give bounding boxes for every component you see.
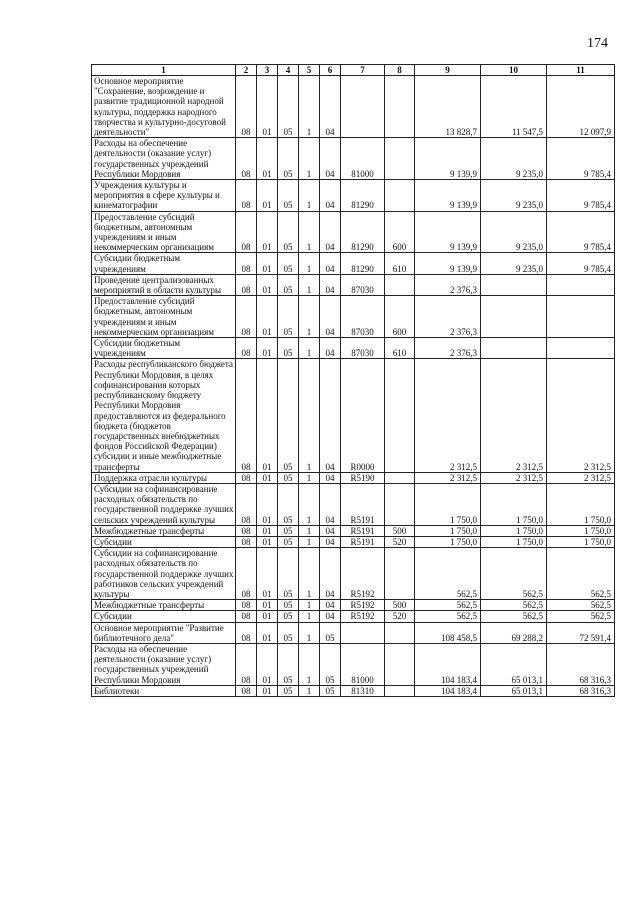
code-section: 08 — [236, 548, 257, 600]
amount-col-9: 1 750,0 — [415, 525, 481, 536]
amount-col-11: 2 312,5 — [547, 359, 615, 472]
code-program: 05 — [278, 180, 299, 212]
code-measure: 04 — [320, 600, 341, 611]
column-header: 7 — [341, 65, 385, 76]
code-direction: 81310 — [341, 685, 385, 696]
code-subprogram: 1 — [299, 483, 320, 525]
amount-col-9: 1 750,0 — [415, 483, 481, 525]
code-program: 05 — [278, 211, 299, 253]
amount-col-9: 104 183,4 — [415, 643, 481, 685]
code-direction: 81000 — [341, 643, 385, 685]
amount-col-10: 9 235,0 — [481, 180, 547, 212]
row-name: Межбюджетные трансферты — [92, 600, 236, 611]
table-row — [92, 483, 615, 525]
amount-col-9: 2 376,3 — [415, 338, 481, 359]
column-header: 5 — [299, 65, 320, 76]
table-row — [92, 611, 615, 622]
code-expense-type — [385, 483, 415, 525]
code-subprogram: 1 — [299, 472, 320, 483]
amount-col-10 — [481, 338, 547, 359]
amount-col-11: 562,5 — [547, 611, 615, 622]
code-program: 05 — [278, 253, 299, 274]
code-expense-type — [385, 472, 415, 483]
code-direction: R5191 — [341, 536, 385, 547]
code-measure: 04 — [320, 138, 341, 180]
code-subprogram: 1 — [299, 525, 320, 536]
code-subsection: 01 — [257, 138, 278, 180]
code-subsection: 01 — [257, 622, 278, 643]
code-direction — [341, 76, 385, 138]
amount-col-10 — [481, 296, 547, 338]
code-program: 05 — [278, 296, 299, 338]
code-section: 08 — [236, 274, 257, 295]
code-measure: 04 — [320, 211, 341, 253]
amount-col-9: 562,5 — [415, 611, 481, 622]
code-measure: 04 — [320, 253, 341, 274]
table-row — [92, 600, 615, 611]
code-measure: 04 — [320, 296, 341, 338]
code-expense-type — [385, 359, 415, 472]
code-direction: R5190 — [341, 472, 385, 483]
code-subprogram: 1 — [299, 643, 320, 685]
row-name: Субсидии — [92, 536, 236, 547]
column-header: 10 — [481, 65, 547, 76]
code-subsection: 01 — [257, 685, 278, 696]
amount-col-10: 9 235,0 — [481, 253, 547, 274]
code-subsection: 01 — [257, 548, 278, 600]
row-name: Предоставление субсидий бюджетным, автономным учреждениям и иным некоммерческим организациям — [92, 296, 236, 338]
column-header: 1 — [92, 65, 236, 76]
amount-col-11: 68 316,3 — [547, 685, 615, 696]
code-expense-type: 600 — [385, 211, 415, 253]
amount-col-10: 1 750,0 — [481, 525, 547, 536]
row-name: Субсидии на софинансирование расходных обязательств по государственной поддержке лучших работников сельских учреждений культуры — [92, 548, 236, 600]
code-direction: R5191 — [341, 525, 385, 536]
code-subprogram: 1 — [299, 548, 320, 600]
table-row — [92, 138, 615, 180]
code-direction: 87030 — [341, 274, 385, 295]
row-name: Расходы на обеспечение деятельности (оказание услуг) государственных учреждений Республики Мордовия — [92, 643, 236, 685]
code-subsection: 01 — [257, 253, 278, 274]
code-direction: R5192 — [341, 611, 385, 622]
column-header: 8 — [385, 65, 415, 76]
row-name: Субсидии бюджетным учреждениям — [92, 338, 236, 359]
code-measure: 04 — [320, 483, 341, 525]
row-name: Субсидии на софинансирование расходных обязательств по государственной поддержке лучших сельских учреждений культуры — [92, 483, 236, 525]
code-expense-type — [385, 76, 415, 138]
amount-col-9: 562,5 — [415, 600, 481, 611]
code-direction: R5192 — [341, 548, 385, 600]
table-row — [92, 180, 615, 212]
code-expense-type: 610 — [385, 253, 415, 274]
code-program: 05 — [278, 600, 299, 611]
table-row — [92, 525, 615, 536]
code-subprogram: 1 — [299, 536, 320, 547]
code-direction: 81000 — [341, 138, 385, 180]
code-subsection: 01 — [257, 274, 278, 295]
code-section: 08 — [236, 483, 257, 525]
amount-col-11: 12 097,9 — [547, 76, 615, 138]
code-section: 08 — [236, 536, 257, 547]
code-subprogram: 1 — [299, 76, 320, 138]
amount-col-9: 9 139,9 — [415, 253, 481, 274]
code-expense-type — [385, 685, 415, 696]
amount-col-9: 2 376,3 — [415, 274, 481, 295]
code-measure: 05 — [320, 622, 341, 643]
amount-col-11: 2 312,5 — [547, 472, 615, 483]
amount-col-10: 562,5 — [481, 611, 547, 622]
code-program: 05 — [278, 536, 299, 547]
code-program: 05 — [278, 643, 299, 685]
amount-col-11: 9 785,4 — [547, 211, 615, 253]
code-measure: 05 — [320, 643, 341, 685]
code-subprogram: 1 — [299, 685, 320, 696]
code-program: 05 — [278, 274, 299, 295]
code-subprogram: 1 — [299, 253, 320, 274]
amount-col-9: 9 139,9 — [415, 211, 481, 253]
code-measure: 04 — [320, 359, 341, 472]
amount-col-10 — [481, 274, 547, 295]
code-program: 05 — [278, 611, 299, 622]
budget-table — [91, 64, 615, 697]
code-measure: 04 — [320, 536, 341, 547]
amount-col-11 — [547, 296, 615, 338]
amount-col-11: 68 316,3 — [547, 643, 615, 685]
amount-col-11 — [547, 274, 615, 295]
table-row — [92, 211, 615, 253]
table-row — [92, 536, 615, 547]
row-name: Расходы республиканского бюджета Республики Мордовия, в целях софинансирования которых республиканскому бюджету Республики Мордовия предоставляются из федерального бюджета (бюджетов государственных внебюджетных фондов Российской Федерации) субсидии и иные межбюджетные трансферты — [92, 359, 236, 472]
amount-col-10: 2 312,5 — [481, 472, 547, 483]
code-section: 08 — [236, 525, 257, 536]
code-program: 05 — [278, 76, 299, 138]
table-row — [92, 548, 615, 600]
row-name: Расходы на обеспечение деятельности (оказание услуг) государственных учреждений Республики Мордовия — [92, 138, 236, 180]
amount-col-10: 562,5 — [481, 548, 547, 600]
code-subsection: 01 — [257, 472, 278, 483]
code-program: 05 — [278, 685, 299, 696]
code-direction — [341, 622, 385, 643]
code-section: 08 — [236, 296, 257, 338]
code-expense-type: 500 — [385, 600, 415, 611]
code-expense-type: 520 — [385, 536, 415, 547]
code-section: 08 — [236, 685, 257, 696]
code-subsection: 01 — [257, 611, 278, 622]
amount-col-10: 69 288,2 — [481, 622, 547, 643]
code-subsection: 01 — [257, 338, 278, 359]
row-name: Субсидии — [92, 611, 236, 622]
code-direction: 81290 — [341, 211, 385, 253]
code-expense-type — [385, 138, 415, 180]
code-direction: R0000 — [341, 359, 385, 472]
code-expense-type: 500 — [385, 525, 415, 536]
row-name: Поддержка отрасли культуры — [92, 472, 236, 483]
code-expense-type — [385, 643, 415, 685]
amount-col-9: 104 183,4 — [415, 685, 481, 696]
code-program: 05 — [278, 359, 299, 472]
code-subsection: 01 — [257, 76, 278, 138]
code-program: 05 — [278, 338, 299, 359]
amount-col-9: 562,5 — [415, 548, 481, 600]
amount-col-11 — [547, 338, 615, 359]
code-program: 05 — [278, 472, 299, 483]
code-subsection: 01 — [257, 525, 278, 536]
code-subprogram: 1 — [299, 600, 320, 611]
row-name: Предоставление субсидий бюджетным, автономным учреждениям и иным некоммерческим организациям — [92, 211, 236, 253]
code-subprogram: 1 — [299, 274, 320, 295]
code-subsection: 01 — [257, 359, 278, 472]
amount-col-10: 562,5 — [481, 600, 547, 611]
code-subprogram: 1 — [299, 359, 320, 472]
amount-col-9: 13 828,7 — [415, 76, 481, 138]
amount-col-9: 108 458,5 — [415, 622, 481, 643]
code-program: 05 — [278, 548, 299, 600]
code-subprogram: 1 — [299, 296, 320, 338]
header-row — [92, 65, 615, 76]
code-measure: 04 — [320, 274, 341, 295]
code-section: 08 — [236, 253, 257, 274]
code-program: 05 — [278, 138, 299, 180]
column-header: 4 — [278, 65, 299, 76]
code-subprogram: 1 — [299, 622, 320, 643]
code-subsection: 01 — [257, 180, 278, 212]
table-row — [92, 338, 615, 359]
table-row — [92, 622, 615, 643]
code-expense-type: 600 — [385, 296, 415, 338]
amount-col-10: 1 750,0 — [481, 536, 547, 547]
row-name: Библиотеки — [92, 685, 236, 696]
code-direction: 81290 — [341, 253, 385, 274]
amount-col-11: 1 750,0 — [547, 525, 615, 536]
code-measure: 04 — [320, 611, 341, 622]
code-expense-type — [385, 274, 415, 295]
code-section: 08 — [236, 211, 257, 253]
code-expense-type — [385, 622, 415, 643]
amount-col-9: 2 312,5 — [415, 359, 481, 472]
amount-col-9: 2 376,3 — [415, 296, 481, 338]
amount-col-11: 1 750,0 — [547, 483, 615, 525]
code-subsection: 01 — [257, 211, 278, 253]
code-measure: 04 — [320, 525, 341, 536]
amount-col-11: 562,5 — [547, 600, 615, 611]
table-row — [92, 76, 615, 138]
amount-col-10: 1 750,0 — [481, 483, 547, 525]
code-measure: 04 — [320, 76, 341, 138]
amount-col-11: 9 785,4 — [547, 253, 615, 274]
column-header: 11 — [547, 65, 615, 76]
row-name: Учреждения культуры и мероприятия в сфере культуры и кинематографии — [92, 180, 236, 212]
amount-col-10: 9 235,0 — [481, 138, 547, 180]
code-direction: 87030 — [341, 338, 385, 359]
code-program: 05 — [278, 622, 299, 643]
amount-col-11: 1 750,0 — [547, 536, 615, 547]
amount-col-10: 2 312,5 — [481, 359, 547, 472]
amount-col-11: 72 591,4 — [547, 622, 615, 643]
code-subsection: 01 — [257, 600, 278, 611]
code-subsection: 01 — [257, 483, 278, 525]
code-direction: R5192 — [341, 600, 385, 611]
code-direction: 87030 — [341, 296, 385, 338]
table-row — [92, 685, 615, 696]
row-name: Проведение централизованных мероприятий в области культуры — [92, 274, 236, 295]
column-header: 9 — [415, 65, 481, 76]
code-measure: 04 — [320, 472, 341, 483]
table-row — [92, 472, 615, 483]
code-section: 08 — [236, 600, 257, 611]
amount-col-11: 9 785,4 — [547, 138, 615, 180]
row-name: Основное мероприятие "Развитие библиотечного дела" — [92, 622, 236, 643]
row-name: Основное мероприятие "Сохранение, возрождение и развитие традиционной народной культуры, поддержка народного творчества и культурно-досуговой деятельности" — [92, 76, 236, 138]
amount-col-9: 9 139,9 — [415, 180, 481, 212]
amount-col-9: 9 139,9 — [415, 138, 481, 180]
column-header: 2 — [236, 65, 257, 76]
code-subprogram: 1 — [299, 211, 320, 253]
code-subsection: 01 — [257, 643, 278, 685]
table-row — [92, 296, 615, 338]
amount-col-9: 2 312,5 — [415, 472, 481, 483]
column-header: 3 — [257, 65, 278, 76]
code-subprogram: 1 — [299, 611, 320, 622]
code-section: 08 — [236, 622, 257, 643]
amount-col-10: 11 547,5 — [481, 76, 547, 138]
code-measure: 04 — [320, 180, 341, 212]
code-section: 08 — [236, 138, 257, 180]
code-section: 08 — [236, 643, 257, 685]
code-direction: 81290 — [341, 180, 385, 212]
amount-col-10: 65 013,1 — [481, 643, 547, 685]
table-row — [92, 359, 615, 472]
amount-col-10: 9 235,0 — [481, 211, 547, 253]
code-subprogram: 1 — [299, 138, 320, 180]
code-subsection: 01 — [257, 536, 278, 547]
column-header: 6 — [320, 65, 341, 76]
page-number: 174 — [587, 36, 608, 51]
amount-col-10: 65 013,1 — [481, 685, 547, 696]
code-program: 05 — [278, 483, 299, 525]
code-measure: 04 — [320, 548, 341, 600]
code-subsection: 01 — [257, 296, 278, 338]
code-direction: R5191 — [341, 483, 385, 525]
amount-col-11: 9 785,4 — [547, 180, 615, 212]
code-expense-type — [385, 180, 415, 212]
code-measure: 04 — [320, 338, 341, 359]
code-section: 08 — [236, 359, 257, 472]
code-section: 08 — [236, 76, 257, 138]
table-row — [92, 274, 615, 295]
code-section: 08 — [236, 611, 257, 622]
table-row — [92, 253, 615, 274]
code-section: 08 — [236, 338, 257, 359]
code-subprogram: 1 — [299, 338, 320, 359]
code-section: 08 — [236, 472, 257, 483]
code-subprogram: 1 — [299, 180, 320, 212]
code-measure: 05 — [320, 685, 341, 696]
code-expense-type: 610 — [385, 338, 415, 359]
amount-col-11: 562,5 — [547, 548, 615, 600]
code-section: 08 — [236, 180, 257, 212]
code-expense-type — [385, 548, 415, 600]
code-program: 05 — [278, 525, 299, 536]
row-name: Субсидии бюджетным учреждениям — [92, 253, 236, 274]
amount-col-9: 1 750,0 — [415, 536, 481, 547]
code-expense-type: 520 — [385, 611, 415, 622]
row-name: Межбюджетные трансферты — [92, 525, 236, 536]
table-row — [92, 643, 615, 685]
